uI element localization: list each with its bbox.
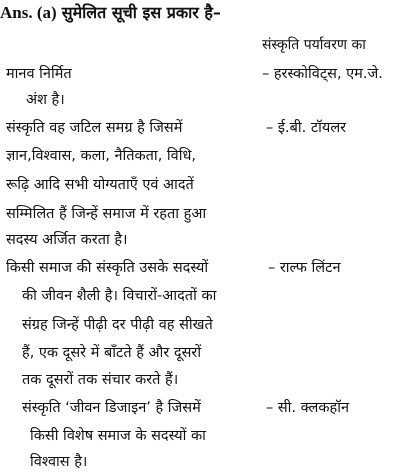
row4-author: – सी. क्लकहॉन xyxy=(266,400,350,416)
row2-left-line4: सम्मिलित हैं जिन्हें समाज में रहता हुआ xyxy=(6,206,207,222)
row2-left-line1: संस्कृति वह जटिल समग्र है जिसमें xyxy=(6,120,183,136)
row4-left-line3: विश्वास है। xyxy=(30,454,88,470)
row3-left-line4: हैं, एक दूसरे में बाँटते हैं और दूसरों xyxy=(22,345,202,361)
row2-left-line5: सदस्य अर्जित करता है। xyxy=(6,232,128,248)
answer-heading xyxy=(0,3,221,23)
row2-left-line2: ज्ञान,विश्वास, कला, नैतिकता, विधि, xyxy=(6,148,197,164)
answer-heading-text: सुमेलित सूची इस प्रकार है– xyxy=(61,3,221,22)
row2-author: – ई.बी. टॉयलर xyxy=(266,120,347,136)
row3-left-line1: किसी समाज की संस्कृति उसके सदस्यों xyxy=(6,260,209,276)
row3-left-line2: की जीवन शैली है। विचारों-आदतों का xyxy=(22,288,217,304)
row3-author: – राल्फ लिंटन xyxy=(268,260,341,276)
row1-left-line1: मानव निर्मित xyxy=(6,66,72,82)
row4-left-line1: संस्कृति ‘जीवन डिजाइन’ है जिसमें xyxy=(22,400,201,416)
row4-left-line2: किसी विशेष समाज के सदस्यों का xyxy=(30,428,206,444)
row3-left-line3: संग्रह जिन्हें पीढ़ी दर पीढ़ी वह सीखते xyxy=(22,317,213,333)
row3-left-line5: तक दूसरों तक संचार करते हैं। xyxy=(22,372,179,388)
answer-label: Ans. (a) xyxy=(0,3,57,22)
row1-left-line2: अंश है। xyxy=(26,92,65,108)
row2-left-line3: रूढ़ि आदि सभी योग्यताएँ एवं आदतें xyxy=(6,177,194,193)
column-heading-line1: संस्कृति पर्यावरण का xyxy=(262,37,366,53)
row1-author: – हरस्कोविट्स, एम.जे. xyxy=(262,66,383,82)
